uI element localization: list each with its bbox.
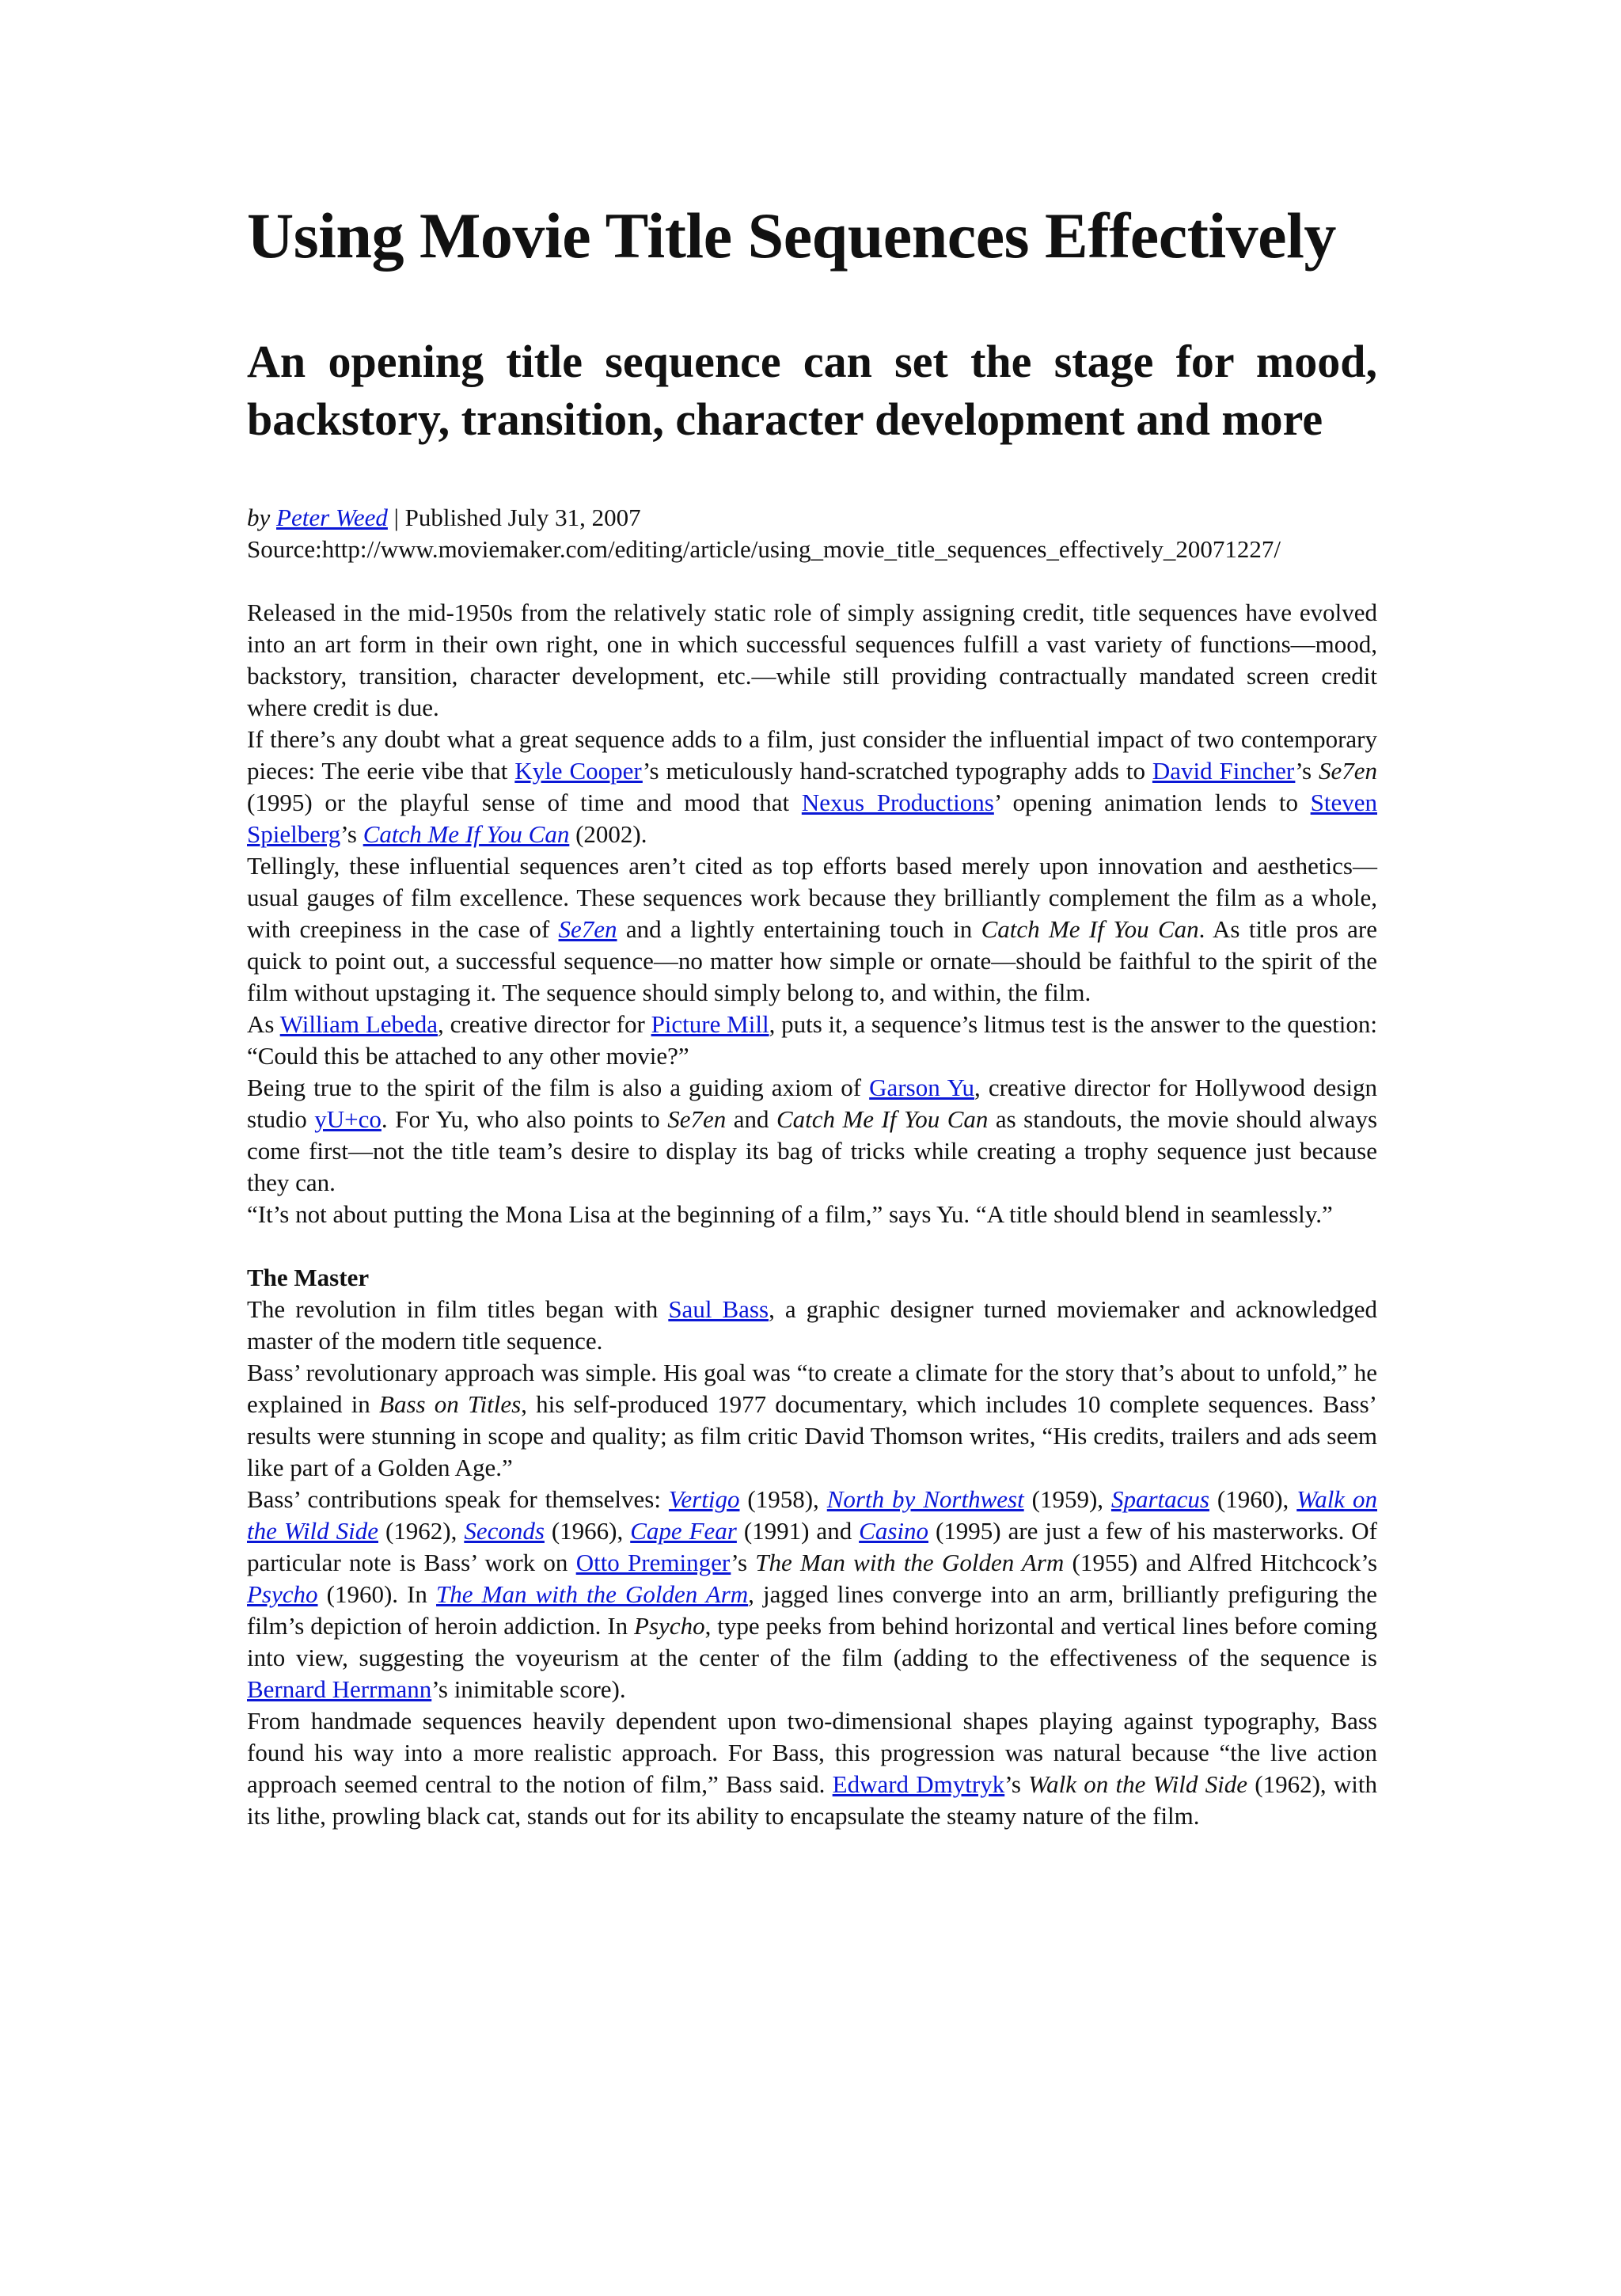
- text: Bass’ contributions speak for themselves:: [247, 1485, 669, 1513]
- link-nexus-productions[interactable]: Nexus Productions: [801, 789, 994, 816]
- link-walk-on-the-wild-side[interactable]: Walk on the Wild Side: [247, 1485, 1377, 1545]
- link-psycho[interactable]: Psycho: [247, 1580, 318, 1608]
- text: As: [247, 1010, 280, 1038]
- link-the-man-with-the-golden-arm[interactable]: The Man with the Golden Arm: [436, 1580, 749, 1608]
- paragraph-7: [247, 1294, 1377, 1357]
- text: , creative director for: [438, 1010, 651, 1038]
- text: ’s meticulously hand-scratched typography adds to: [642, 757, 1152, 785]
- link-casino[interactable]: Casino: [859, 1517, 929, 1545]
- text: as standouts, the movie should always come first—not the title team’s desire to display its bag of tricks while creating a trophy sequence just because they can.: [247, 1105, 1378, 1196]
- text: , puts it, a sequence’s litmus test is the answer to the question: “Could this be attached to any other movie?”: [247, 1010, 1377, 1070]
- paragraph-2: [247, 724, 1377, 850]
- text: . For Yu, who also points to: [381, 1105, 668, 1133]
- film-title: Catch Me If You Can: [776, 1105, 989, 1133]
- paragraph-5: [247, 1072, 1377, 1199]
- link-se7en[interactable]: Se7en: [558, 915, 617, 943]
- text: and: [726, 1105, 776, 1133]
- film-title: Walk on the Wild Side: [1028, 1770, 1248, 1798]
- film-title: Bass on Titles: [379, 1390, 522, 1418]
- text: (1958),: [739, 1485, 827, 1513]
- link-steven-spielberg[interactable]: Steven Spielberg: [247, 789, 1377, 848]
- paragraph-9: [247, 1484, 1377, 1705]
- text: (1962), with its lithe, prowling black cat, stands out for its ability to encapsulate the steamy nature of the film.: [247, 1770, 1377, 1830]
- paragraph-3: [247, 850, 1377, 1009]
- text: ’ opening animation lends to: [993, 789, 1311, 816]
- text: (1966),: [544, 1517, 631, 1545]
- text: , jagged lines converge into an arm, brilliantly prefiguring the film’s depiction of heroin addiction. In: [247, 1580, 1377, 1640]
- text: and a lightly entertaining touch in: [617, 915, 981, 943]
- text: , a graphic designer turned moviemaker and acknowledged master of the modern title sequence.: [247, 1295, 1377, 1355]
- link-william-lebeda[interactable]: William Lebeda: [279, 1010, 438, 1038]
- section-heading-the-master: The Master: [247, 1264, 370, 1291]
- text: (1960). In: [317, 1580, 437, 1608]
- text: (1962),: [378, 1517, 465, 1545]
- article-body: [247, 597, 1377, 1832]
- film-title: Se7en: [1318, 757, 1378, 785]
- text: (1955) and Alfred Hitchcock’s: [1064, 1549, 1378, 1576]
- link-cape-fear[interactable]: Cape Fear: [630, 1517, 737, 1545]
- article-subtitle: An opening title sequence can set the stage for mood, backstory, transition, character development and more: [247, 336, 1377, 445]
- text: . As title pros are quick to point out, a successful sequence—no matter how simple or ornate—should be faithful to the spirit of the film without upstaging it. The sequence should simply belong to, and within, the film.: [247, 915, 1377, 1006]
- text: (2002).: [569, 820, 647, 848]
- source-url: Source:http://www.moviemaker.com/editing/article/using_movie_title_sequences_effectively_20071227/: [247, 535, 1281, 563]
- text: , type peeks from behind horizontal and vertical lines before coming into view, suggesting the voyeurism at the center of the film (adding to the effectiveness of the sequence is: [247, 1612, 1377, 1671]
- article-title: Using Movie Title Sequences Effectively: [247, 200, 1336, 272]
- text: Tellingly, these influential sequences aren’t cited as top efforts based merely upon innovation and aesthetics—usual gauges of film excellence. These sequences work because they brilliantly complement the film as a whole, with creepiness in the case of: [247, 852, 1377, 943]
- author-link[interactable]: Peter Weed: [276, 504, 388, 531]
- text: (1995) are just a few of his masterworks. Of particular note is Bass’ work on: [247, 1517, 1377, 1576]
- film-title: Catch Me If You Can: [981, 915, 1199, 943]
- text: From handmade sequences heavily dependent upon two-dimensional shapes playing against typography, Bass found his way into a more realistic approach. For Bass, this progression was natural because “the live action approach seemed central to the notion of film,” Bass said.: [247, 1707, 1377, 1798]
- link-david-fincher[interactable]: David Fincher: [1152, 757, 1296, 785]
- link-seconds[interactable]: Seconds: [464, 1517, 545, 1545]
- paragraph-6: “It’s not about putting the Mona Lisa at the beginning of a film,” says Yu. “A title should blend in seamlessly.”: [247, 1200, 1333, 1228]
- text: (1959),: [1023, 1485, 1111, 1513]
- text: ’s: [1004, 1770, 1029, 1798]
- text: ’s: [340, 820, 363, 848]
- text: If there’s any doubt what a great sequence adds to a film, just consider the influential impact of two contemporary pieces: The eerie vibe that: [247, 725, 1377, 785]
- link-garson-yu[interactable]: Garson Yu: [869, 1074, 975, 1101]
- link-edward-dmytryk[interactable]: Edward Dmytryk: [832, 1770, 1005, 1798]
- film-title: Psycho: [634, 1612, 705, 1640]
- link-picture-mill[interactable]: Picture Mill: [651, 1010, 769, 1038]
- byline: [247, 502, 1377, 534]
- byline-by: by: [247, 504, 271, 531]
- link-yu-co[interactable]: yU+co: [314, 1105, 382, 1133]
- text: (1960),: [1209, 1485, 1297, 1513]
- paragraph-4: [247, 1009, 1377, 1072]
- link-saul-bass[interactable]: Saul Bass: [668, 1295, 769, 1323]
- text: ’s: [1295, 757, 1319, 785]
- article: [247, 198, 1377, 1832]
- link-bernard-herrmann[interactable]: Bernard Herrmann: [247, 1675, 432, 1703]
- text: ’s inimitable score).: [431, 1675, 626, 1703]
- text: (1995) or the playful sense of time and mood that: [247, 789, 802, 816]
- text: (1991) and: [736, 1517, 860, 1545]
- text: ’s: [731, 1549, 756, 1576]
- link-vertigo[interactable]: Vertigo: [668, 1485, 740, 1513]
- paragraph-8: [247, 1357, 1377, 1484]
- text: , creative director for Hollywood design studio: [247, 1074, 1377, 1133]
- text: Being true to the spirit of the film is also a guiding axiom of: [247, 1074, 870, 1101]
- text: Bass’ revolutionary approach was simple. His goal was “to create a climate for the story that’s about to unfold,” he explained in: [247, 1359, 1377, 1418]
- film-title: Se7en: [667, 1105, 727, 1133]
- link-north-by-northwest[interactable]: North by Northwest: [826, 1485, 1024, 1513]
- link-catch-me-if-you-can[interactable]: Catch Me If You Can: [363, 820, 570, 848]
- paragraph-10: [247, 1705, 1377, 1832]
- link-spartacus[interactable]: Spartacus: [1110, 1485, 1209, 1513]
- text: The revolution in film titles began with: [247, 1295, 669, 1323]
- link-otto-preminger[interactable]: Otto Preminger: [575, 1549, 731, 1576]
- published-date: | Published July 31, 2007: [387, 504, 641, 531]
- film-title: The Man with the Golden Arm: [755, 1549, 1065, 1576]
- link-kyle-cooper[interactable]: Kyle Cooper: [514, 757, 643, 785]
- paragraph-1: Released in the mid-1950s from the relatively static role of simply assigning credit, title sequences have evolved into an art form in their own right, one in which successful sequences fulfill a vast variety of functions—mood, backstory, transition, character development, etc.—while still providing contractually mandated screen credit where credit is due.: [247, 599, 1377, 721]
- text: , his self-produced 1977 documentary, which includes 10 complete sequences. Bass’ results were stunning in scope and quality; as film critic David Thomson writes, “His credits, trailers and ads seem like part of a Golden Age.”: [247, 1390, 1378, 1481]
